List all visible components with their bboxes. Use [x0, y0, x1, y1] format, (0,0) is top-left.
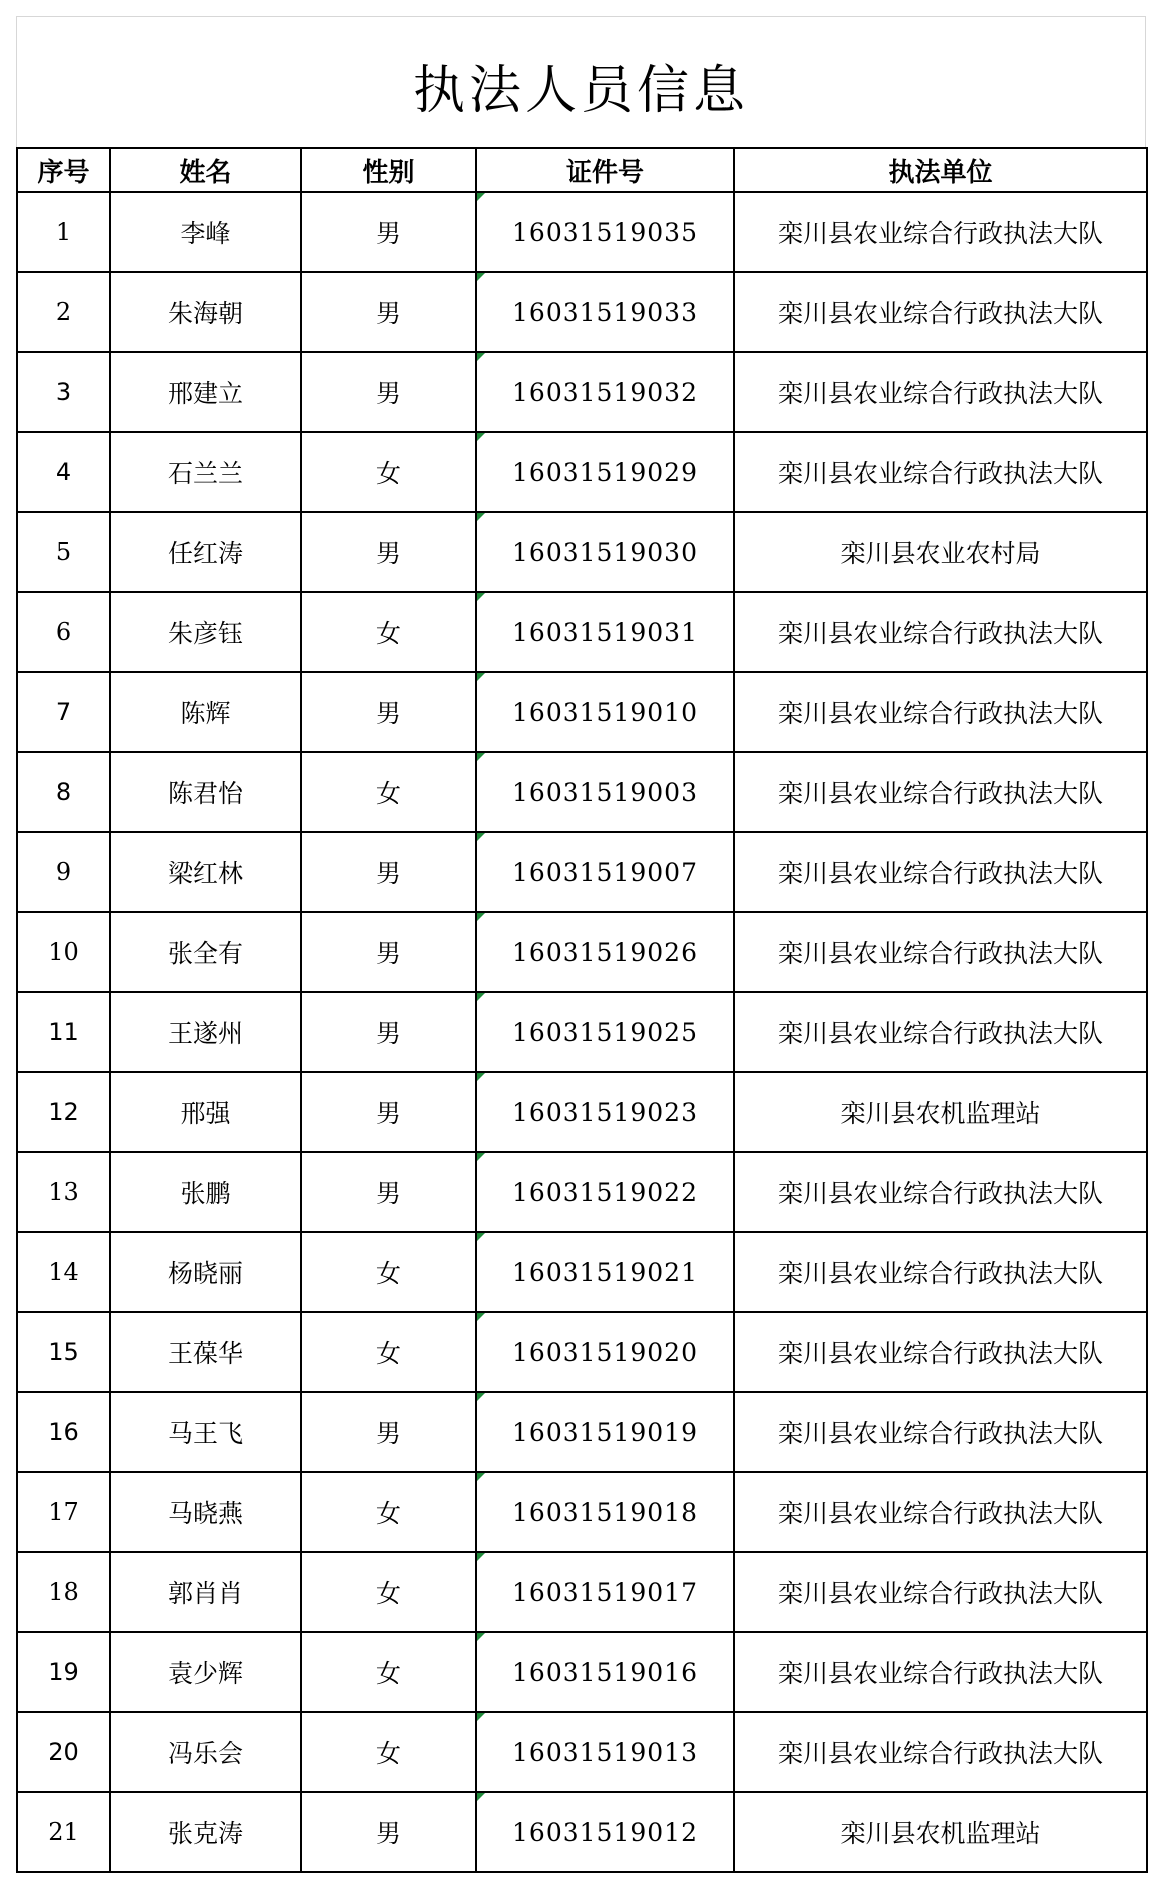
cell-id: 16031519022: [476, 1152, 734, 1232]
table-row: [17, 192, 1147, 272]
cell-seq: 7: [17, 672, 110, 752]
cell-name: 梁红林: [110, 832, 301, 912]
cell-unit: 栾川县农业综合行政执法大队: [734, 592, 1147, 672]
cell-seq: 17: [17, 1472, 110, 1552]
cell-unit: 栾川县农业综合行政执法大队: [734, 752, 1147, 832]
cell-seq: 2: [17, 272, 110, 352]
cell-id: 16031519023: [476, 1072, 734, 1152]
cell-id: 16031519026: [476, 912, 734, 992]
cell-id: 16031519013: [476, 1712, 734, 1792]
cell-gender: 女: [301, 592, 476, 672]
cell-unit: 栾川县农业综合行政执法大队: [734, 1392, 1147, 1472]
cell-gender: 女: [301, 432, 476, 512]
cell-id: 16031519017: [476, 1552, 734, 1632]
cell-id: 16031519012: [476, 1792, 734, 1872]
table-header-row: [17, 148, 1147, 192]
cell-gender: 女: [301, 1312, 476, 1392]
cell-id: 16031519010: [476, 672, 734, 752]
cell-unit: 栾川县农业综合行政执法大队: [734, 1232, 1147, 1312]
cell-name: 张全有: [110, 912, 301, 992]
cell-unit: 栾川县农机监理站: [734, 1792, 1147, 1872]
cell-name: 马王飞: [110, 1392, 301, 1472]
header-name: 姓名: [110, 148, 301, 192]
cell-id: 16031519021: [476, 1232, 734, 1312]
cell-unit: 栾川县农业综合行政执法大队: [734, 1712, 1147, 1792]
title-bar: [16, 16, 1146, 147]
table-row: [17, 1472, 1147, 1552]
cell-id: 16031519029: [476, 432, 734, 512]
cell-seq: 21: [17, 1792, 110, 1872]
table-row: [17, 752, 1147, 832]
cell-unit: 栾川县农业综合行政执法大队: [734, 1632, 1147, 1712]
cell-gender: 女: [301, 1632, 476, 1712]
cell-seq: 14: [17, 1232, 110, 1312]
cell-seq: 20: [17, 1712, 110, 1792]
cell-id: 16031519025: [476, 992, 734, 1072]
cell-id: 16031519007: [476, 832, 734, 912]
cell-name: 朱海朝: [110, 272, 301, 352]
cell-seq: 10: [17, 912, 110, 992]
cell-id: 16031519033: [476, 272, 734, 352]
cell-unit: 栾川县农业综合行政执法大队: [734, 352, 1147, 432]
cell-gender: 男: [301, 1072, 476, 1152]
table-row: [17, 352, 1147, 432]
cell-gender: 男: [301, 1392, 476, 1472]
cell-gender: 男: [301, 672, 476, 752]
cell-unit: 栾川县农业综合行政执法大队: [734, 1152, 1147, 1232]
header-gender: 性别: [301, 148, 476, 192]
cell-name: 邢强: [110, 1072, 301, 1152]
cell-unit: 栾川县农业综合行政执法大队: [734, 672, 1147, 752]
cell-name: 陈辉: [110, 672, 301, 752]
cell-seq: 18: [17, 1552, 110, 1632]
header-id: 证件号: [476, 148, 734, 192]
cell-id: 16031519019: [476, 1392, 734, 1472]
cell-name: 袁少辉: [110, 1632, 301, 1712]
table-row: [17, 1632, 1147, 1712]
cell-name: 任红涛: [110, 512, 301, 592]
table-row: [17, 832, 1147, 912]
cell-unit: 栾川县农业综合行政执法大队: [734, 832, 1147, 912]
personnel-sheet: [16, 16, 1146, 1873]
cell-id: 16031519018: [476, 1472, 734, 1552]
cell-gender: 男: [301, 1792, 476, 1872]
cell-name: 杨晓丽: [110, 1232, 301, 1312]
table-row: [17, 592, 1147, 672]
cell-name: 李峰: [110, 192, 301, 272]
cell-gender: 男: [301, 912, 476, 992]
cell-unit: 栾川县农业综合行政执法大队: [734, 432, 1147, 512]
page-title: 执法人员信息: [412, 60, 749, 121]
cell-unit: 栾川县农机监理站: [734, 1072, 1147, 1152]
cell-gender: 女: [301, 1472, 476, 1552]
cell-gender: 男: [301, 992, 476, 1072]
cell-name: 陈君怡: [110, 752, 301, 832]
personnel-table: [16, 147, 1148, 1873]
cell-seq: 8: [17, 752, 110, 832]
cell-unit: 栾川县农业综合行政执法大队: [734, 1312, 1147, 1392]
header-seq: 序号: [17, 148, 110, 192]
table-row: [17, 1072, 1147, 1152]
table-row: [17, 992, 1147, 1072]
cell-seq: 13: [17, 1152, 110, 1232]
cell-seq: 16: [17, 1392, 110, 1472]
table-row: [17, 672, 1147, 752]
cell-unit: 栾川县农业综合行政执法大队: [734, 1552, 1147, 1632]
table-row: [17, 1392, 1147, 1472]
cell-seq: 9: [17, 832, 110, 912]
cell-gender: 男: [301, 1152, 476, 1232]
table-row: [17, 1792, 1147, 1872]
cell-id: 16031519032: [476, 352, 734, 432]
table-row: [17, 1312, 1147, 1392]
cell-seq: 15: [17, 1312, 110, 1392]
cell-gender: 男: [301, 192, 476, 272]
header-unit: 执法单位: [734, 148, 1147, 192]
cell-gender: 女: [301, 1552, 476, 1632]
cell-id: 16031519035: [476, 192, 734, 272]
table-row: [17, 272, 1147, 352]
cell-gender: 男: [301, 352, 476, 432]
cell-name: 王遂州: [110, 992, 301, 1072]
cell-seq: 6: [17, 592, 110, 672]
cell-unit: 栾川县农业农村局: [734, 512, 1147, 592]
table-row: [17, 1152, 1147, 1232]
cell-name: 郭肖肖: [110, 1552, 301, 1632]
cell-gender: 男: [301, 272, 476, 352]
cell-unit: 栾川县农业综合行政执法大队: [734, 192, 1147, 272]
cell-seq: 5: [17, 512, 110, 592]
cell-id: 16031519031: [476, 592, 734, 672]
table-row: [17, 1712, 1147, 1792]
cell-seq: 19: [17, 1632, 110, 1712]
cell-seq: 12: [17, 1072, 110, 1152]
cell-id: 16031519016: [476, 1632, 734, 1712]
cell-id: 16031519020: [476, 1312, 734, 1392]
cell-name: 朱彦钰: [110, 592, 301, 672]
cell-unit: 栾川县农业综合行政执法大队: [734, 1472, 1147, 1552]
cell-seq: 1: [17, 192, 110, 272]
cell-seq: 11: [17, 992, 110, 1072]
table-row: [17, 1552, 1147, 1632]
cell-gender: 女: [301, 1232, 476, 1312]
cell-gender: 女: [301, 752, 476, 832]
cell-unit: 栾川县农业综合行政执法大队: [734, 272, 1147, 352]
table-row: [17, 1232, 1147, 1312]
cell-unit: 栾川县农业综合行政执法大队: [734, 992, 1147, 1072]
table-row: [17, 512, 1147, 592]
cell-name: 王葆华: [110, 1312, 301, 1392]
cell-name: 冯乐会: [110, 1712, 301, 1792]
cell-name: 石兰兰: [110, 432, 301, 512]
cell-id: 16031519003: [476, 752, 734, 832]
cell-unit: 栾川县农业综合行政执法大队: [734, 912, 1147, 992]
cell-seq: 4: [17, 432, 110, 512]
cell-name: 张鹏: [110, 1152, 301, 1232]
cell-id: 16031519030: [476, 512, 734, 592]
cell-name: 邢建立: [110, 352, 301, 432]
cell-name: 张克涛: [110, 1792, 301, 1872]
cell-name: 马晓燕: [110, 1472, 301, 1552]
cell-gender: 男: [301, 832, 476, 912]
cell-gender: 男: [301, 512, 476, 592]
table-row: [17, 912, 1147, 992]
cell-seq: 3: [17, 352, 110, 432]
table-row: [17, 432, 1147, 512]
cell-gender: 女: [301, 1712, 476, 1792]
